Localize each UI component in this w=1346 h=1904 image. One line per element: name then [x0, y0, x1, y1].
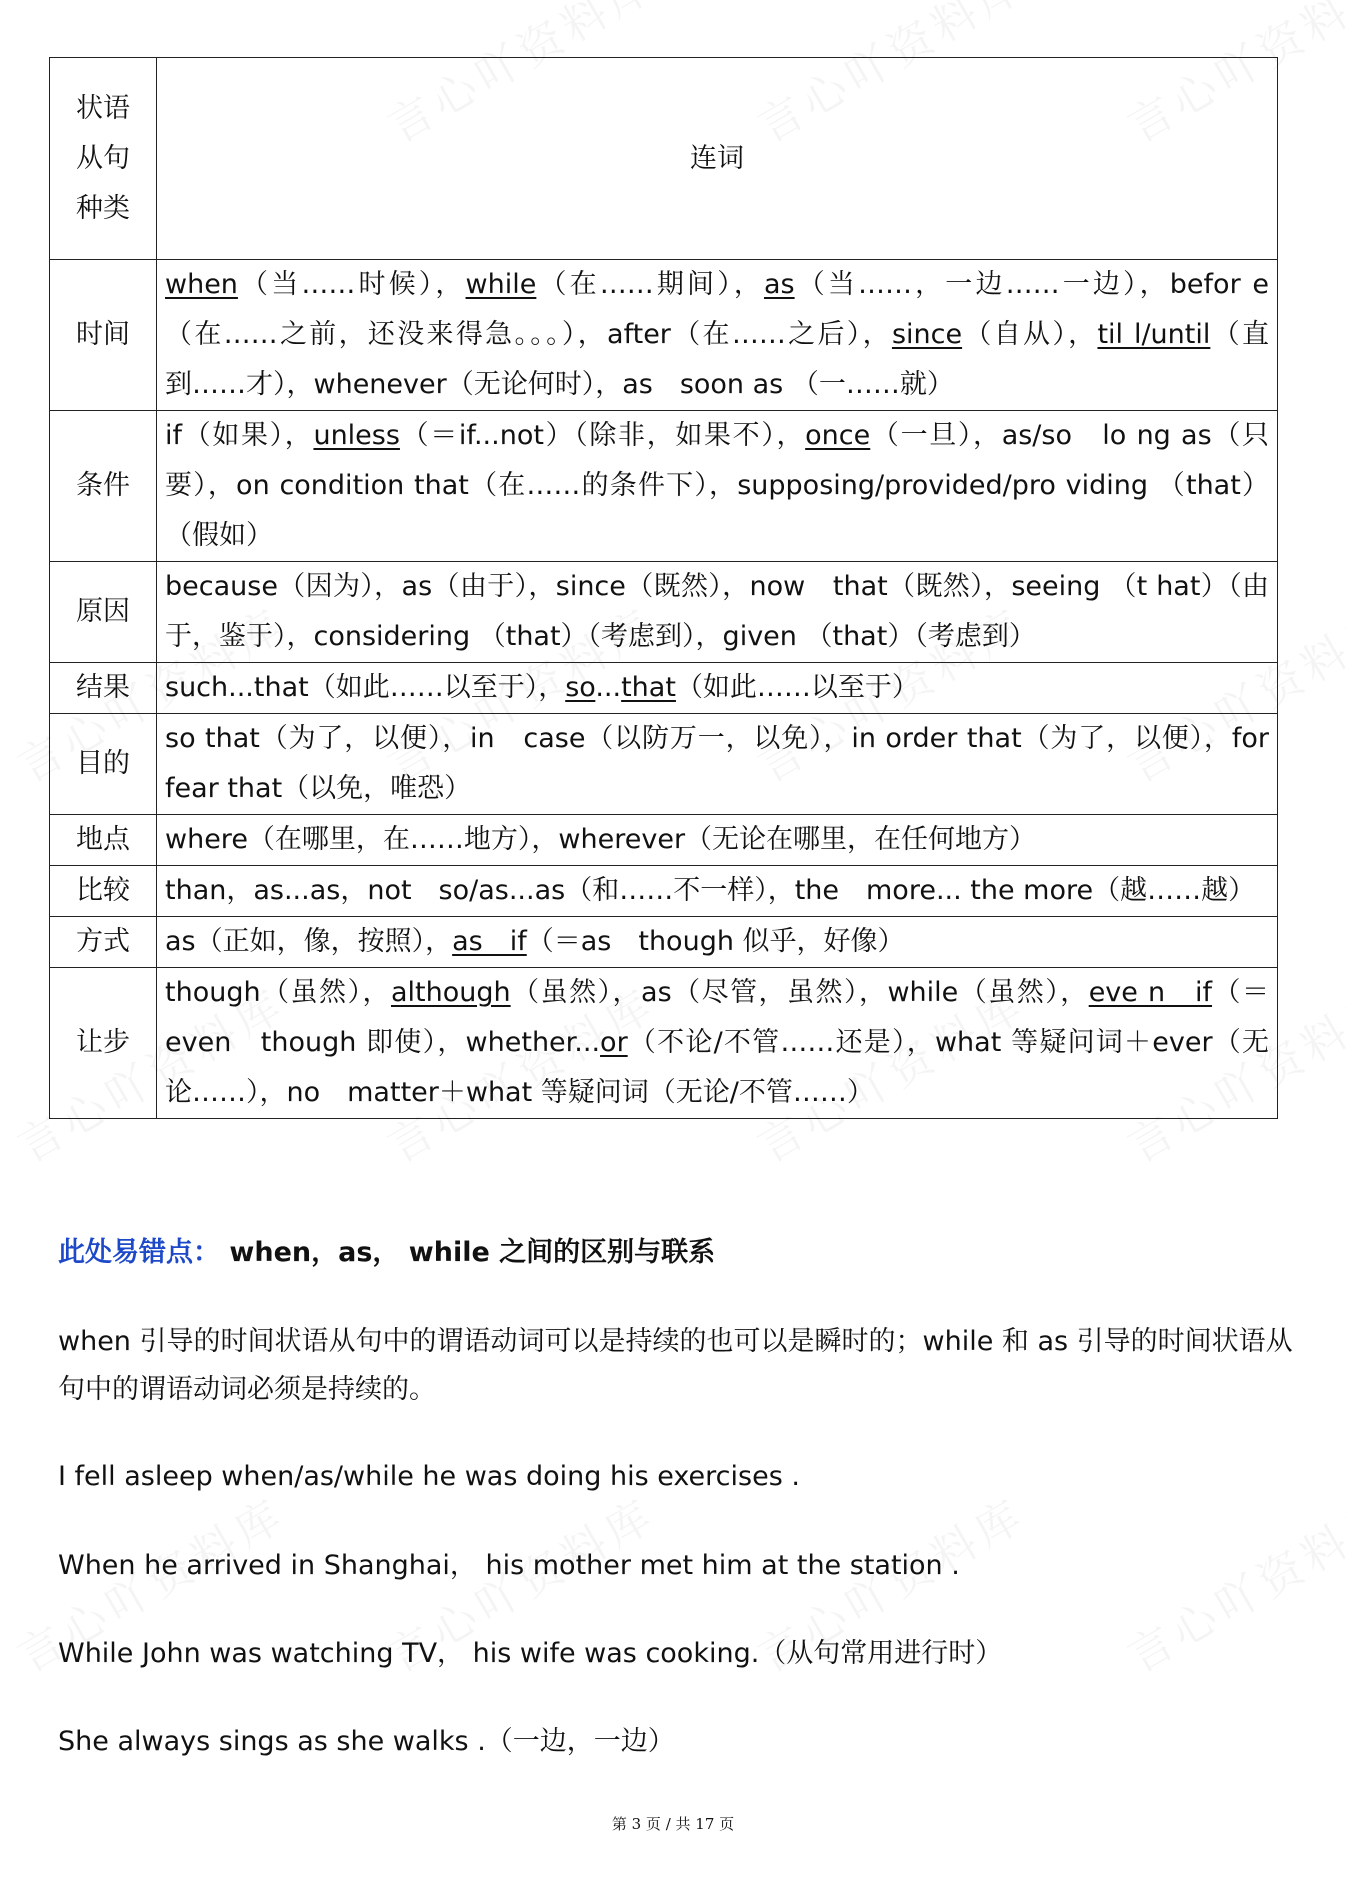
underlined-conjunction: eve n if [1088, 977, 1213, 1008]
error-note-label: 此处易错点： [58, 1237, 220, 1268]
underlined-conjunction: when [165, 269, 238, 300]
underlined-conjunction: although [390, 977, 511, 1008]
underlined-conjunction: so [565, 672, 596, 703]
underlined-conjunction: once [805, 420, 871, 451]
underlined-conjunction: til l/until [1097, 319, 1211, 350]
conjunction-text: （当……，一边……一边），befor e（在……之前，还没来得急。。。），after（在……之后）， [165, 269, 1269, 350]
underlined-conjunction: unless [313, 420, 400, 451]
page-number: 第 3 页 / 共 17 页 [611, 1815, 735, 1833]
example-sentence: She always sings as she walks .（一边，一边） [58, 1726, 675, 1757]
conjunction-text: （＝even though 即使），whether... [165, 977, 1270, 1058]
table-row [50, 663, 1278, 714]
header-type-label: 状语从句种类 [76, 92, 130, 224]
clause-type-cell: 原因 [50, 562, 157, 663]
error-note [58, 1230, 715, 1269]
underlined-conjunction: while [465, 269, 537, 300]
clause-type-cell: 比较 [50, 866, 157, 917]
conjunction-table [49, 57, 1278, 1119]
table-row [50, 714, 1278, 815]
clause-type-cell: 条件 [50, 411, 157, 562]
conjunction-text: （＝as though 似乎，好像） [526, 926, 905, 957]
table-row [50, 968, 1278, 1119]
conjunction-text: （自从）， [962, 319, 1098, 350]
conjunctions-cell [157, 714, 1278, 815]
example-sentence: While John was watching TV， his wife was cooking.（从句常用进行时） [58, 1638, 1003, 1669]
clause-type-cell: 让步 [50, 968, 157, 1119]
conjunction-text: （如此……以至于） [675, 672, 919, 703]
header-type-cell [50, 58, 157, 260]
conjunction-text: （＝if...not）（除非，如果不）， [399, 420, 806, 451]
clause-type-cell: 地点 [50, 815, 157, 866]
table-row [50, 411, 1278, 562]
conjunctions-cell [157, 968, 1278, 1119]
clause-type-cell: 目的 [50, 714, 157, 815]
example-sentence: When he arrived in Shanghai， his mother met him at the station . [58, 1550, 960, 1581]
conjunction-text: such...that（如此……以至于）， [165, 672, 566, 703]
underlined-conjunction: as if [452, 926, 527, 957]
conjunction-text: though（虽然）， [165, 977, 391, 1008]
table-row [50, 866, 1278, 917]
header-conjunction-label: 连词 [690, 142, 744, 174]
conjunctions-cell [157, 411, 1278, 562]
underlined-conjunction: or [600, 1027, 628, 1058]
table-body [50, 260, 1278, 1119]
conjunctions-cell [157, 663, 1278, 714]
conjunctions-cell [157, 866, 1278, 917]
table-header-row [50, 58, 1278, 260]
conjunction-text: （在……期间）， [536, 269, 764, 300]
clause-type-cell: 结果 [50, 663, 157, 714]
underlined-conjunction: as [763, 269, 795, 300]
conjunctions-cell [157, 260, 1278, 411]
example-sentence: I fell asleep when/as/while he was doing his exercises . [58, 1461, 800, 1492]
underlined-conjunction: that [621, 672, 676, 703]
conjunctions-cell [157, 562, 1278, 663]
conjunction-text: so that（为了，以便），in case（以防万一，以免），in order that（为了，以便），for fear that（以免，唯恐） [165, 723, 1269, 804]
conjunction-text: （直到……才），whenever（无论何时），as soon as （一……就） [165, 319, 1270, 400]
table-row [50, 260, 1278, 411]
conjunction-text: than，as...as，not so/as...as（和……不一样），the more... the more（越……越） [165, 875, 1256, 906]
table-row [50, 815, 1278, 866]
table-row [50, 562, 1278, 663]
conjunctions-cell [157, 917, 1278, 968]
conjunctions-cell [157, 815, 1278, 866]
clause-type-cell: 方式 [50, 917, 157, 968]
conjunction-text: ... [595, 672, 622, 703]
conjunction-text: （一旦），as/so lo ng as（只要），on condition that（在……的条件下），supposing/provided/pro viding （that）（假如） [165, 420, 1269, 551]
conjunction-text: （不论/不管……还是），what 等疑问词＋ever（无论……），no matter＋what 等疑问词（无论/不管……） [165, 1027, 1269, 1108]
conjunction-text: because（因为），as（由于），since（既然），now that（既然），seeing （t hat）（由于，鉴于），considering （that）（考虑到），given （that）（考虑到） [165, 571, 1269, 652]
conjunction-text: as（正如，像，按照）， [165, 926, 453, 957]
clause-type-cell: 时间 [50, 260, 157, 411]
conjunction-text: （虽然），as（尽管，虽然），while（虽然）， [510, 977, 1089, 1008]
conjunction-text: if（如果）， [165, 420, 314, 451]
header-conjunction-cell [157, 58, 1278, 260]
error-note-text: when，as， while 之间的区别与联系 [220, 1237, 716, 1268]
explanation-paragraph: when 引导的时间状语从句中的谓语动词可以是持续的也可以是瞬时的；while 和 as 引导的时间状语从句中的谓语动词必须是持续的。 [58, 1326, 1293, 1405]
table-row [50, 917, 1278, 968]
conjunction-text: where（在哪里，在……地方），wherever（无论在哪里，在任何地方） [165, 824, 1037, 855]
underlined-conjunction: since [891, 319, 963, 350]
conjunction-text: （当……时候）， [237, 269, 466, 300]
